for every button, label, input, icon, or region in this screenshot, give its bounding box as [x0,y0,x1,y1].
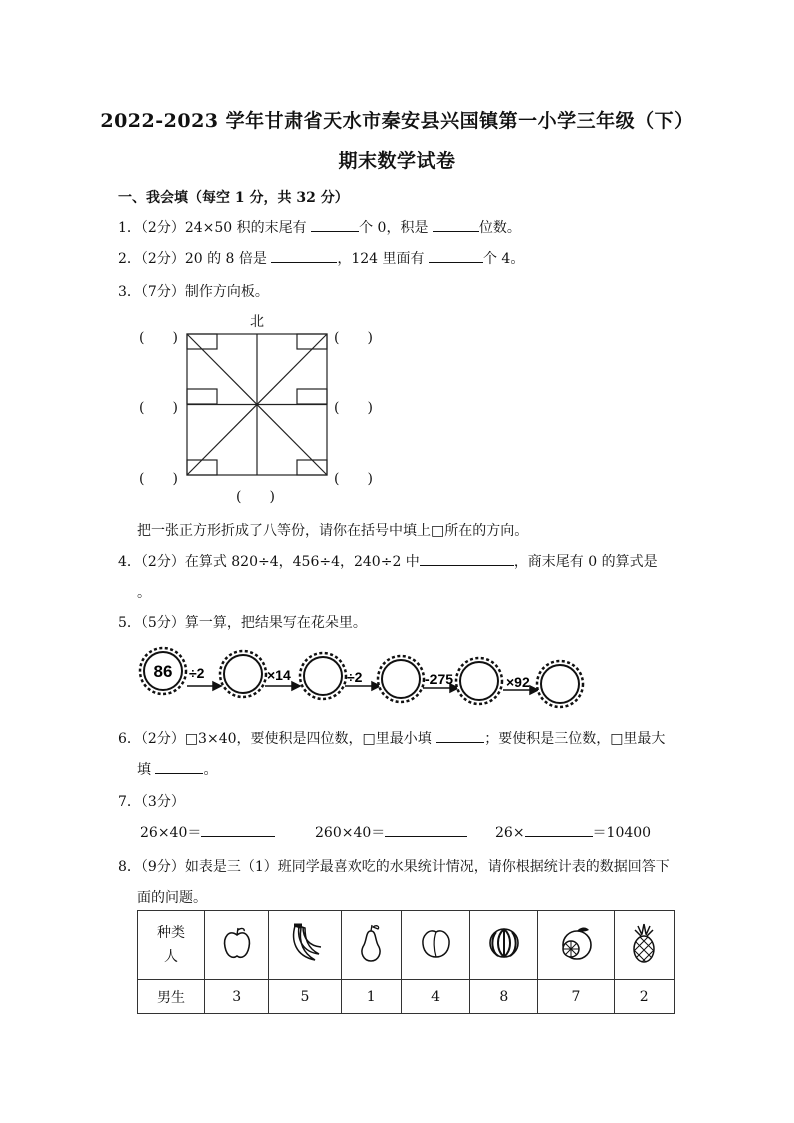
op-1: ÷2 [189,665,205,681]
op-5: ×92 [506,674,530,690]
q1-text-c: 位数。 [478,220,521,236]
q4-blank[interactable] [420,551,514,566]
op-4: -275 [425,671,454,687]
q7-e1-text: 26×40＝ [140,825,202,841]
q7-expr-3 [495,822,651,842]
q2-blank-1[interactable] [271,248,337,263]
paren-southwest[interactable]: ( ) [139,471,178,487]
q2-text-c: 个 4。 [482,251,525,267]
flower-start-value: 86 [153,662,173,681]
q3-text: 制作方向板。 [184,284,269,300]
q4-end: 。 [137,585,151,601]
flower-chain-diagram [137,640,587,710]
question-5 [118,612,367,632]
q6-blank-1[interactable] [436,728,484,743]
q2-number: 2．（2分） [118,251,185,267]
pineapple-icon [614,911,675,980]
q1-blank-1[interactable] [311,217,359,232]
north-label: 北 [250,314,264,330]
paren-northeast[interactable]: ( ) [334,330,373,346]
q4-text-a: 在算式 820÷4，456÷4，240÷2 中 [184,554,420,570]
q7-e3a-text: 26× [495,825,525,841]
paren-east[interactable]: ( ) [334,400,373,416]
value-peach: 4 [401,980,469,1014]
direction-board-diagram [186,333,328,476]
q2-blank-2[interactable] [429,248,483,263]
q5-text: 算一算，把结果写在花朵里。 [184,615,367,631]
q1-blank-2[interactable] [433,217,479,232]
q6-number: 6．（2分） [118,731,185,747]
q7-blank-3[interactable] [525,822,593,837]
q3-note: 把一张正方形折成了八等份，请你在括号中填上□所在的方向。 [137,523,529,539]
flower-5 [537,661,583,707]
value-pear: 1 [341,980,401,1014]
flower-3 [378,656,424,702]
banana-icon [269,911,341,980]
value-orange: 7 [538,980,614,1014]
question-8 [118,856,670,876]
op-3: ÷2 [347,669,363,685]
apple-icon [205,911,269,980]
q2-text-b: ，124 里面有 [337,251,425,267]
paren-south[interactable]: ( ) [236,489,275,505]
row-label-boys: 男生 [138,980,205,1014]
question-1 [118,217,521,237]
header-cell [138,911,205,980]
question-7: 7．（3分） [118,794,185,810]
q7-blank-1[interactable] [201,822,275,837]
q6-text-a: □3×40，要使积是四位数，□里最小填 [184,731,432,747]
question-3 [118,281,269,301]
q6-line-2 [137,759,217,779]
pear-icon [341,911,401,980]
flower-1 [220,651,266,697]
value-banana: 5 [269,980,341,1014]
paren-west[interactable]: ( ) [139,400,178,416]
q6-text-c: 填 [137,762,151,778]
flower-4 [456,658,502,704]
exam-title-line1: 2022-2023 学年甘肃省天水市秦安县兴国镇第一小学三年级（下） [100,110,694,132]
q6-blank-2[interactable] [155,759,203,774]
paren-southeast[interactable]: ( ) [334,471,373,487]
paren-northwest[interactable]: ( ) [139,330,178,346]
q7-e2-text: 260×40＝ [315,825,386,841]
q8-number: 8．（9分） [118,859,185,875]
question-2 [118,248,524,268]
op-2: ×14 [267,667,291,683]
q4-number: 4．（2分） [118,554,185,570]
q7-blank-2[interactable] [385,822,467,837]
q1-number: 1．（2分） [118,220,185,236]
q3-number: 3．（7分） [118,284,185,300]
q2-text-a: 20 的 8 倍是 [184,251,267,267]
watermelon-icon [470,911,538,980]
q4-text-b: ，商末尾有 0 的算式是 [513,554,658,570]
fruit-stat-table [137,910,675,1014]
q6-text-d: 。 [203,762,218,778]
q7-e3b-text: ＝10400 [592,825,652,841]
q7-expr-1 [140,822,275,842]
header-people: 人 [164,949,178,965]
exam-title-line2: 期末数学试卷 [338,150,456,172]
q5-number: 5．（5分） [118,615,185,631]
header-kind: 种类 [157,925,185,941]
question-6 [118,728,665,748]
question-4 [118,551,658,571]
orange-icon [538,911,614,980]
value-pineapple: 2 [614,980,675,1014]
section-heading: 一、我会填（每空 1 分，共 32 分） [118,190,349,206]
peach-icon [401,911,469,980]
q6-text-b: ；要使积是三位数，□里最大 [484,731,666,747]
value-apple: 3 [205,980,269,1014]
q8-text-b: 面的问题。 [137,890,207,906]
q7-expr-2 [315,822,467,842]
q1-text-a: 24×50 积的末尾有 [184,220,307,236]
q8-text-a: 如表是三（1）班同学最喜欢吃的水果统计情况，请你根据统计表的数据回答下 [184,859,670,875]
q1-text-b: 个 0，积是 [359,220,429,236]
value-watermelon: 8 [470,980,538,1014]
flower-2 [300,653,346,699]
